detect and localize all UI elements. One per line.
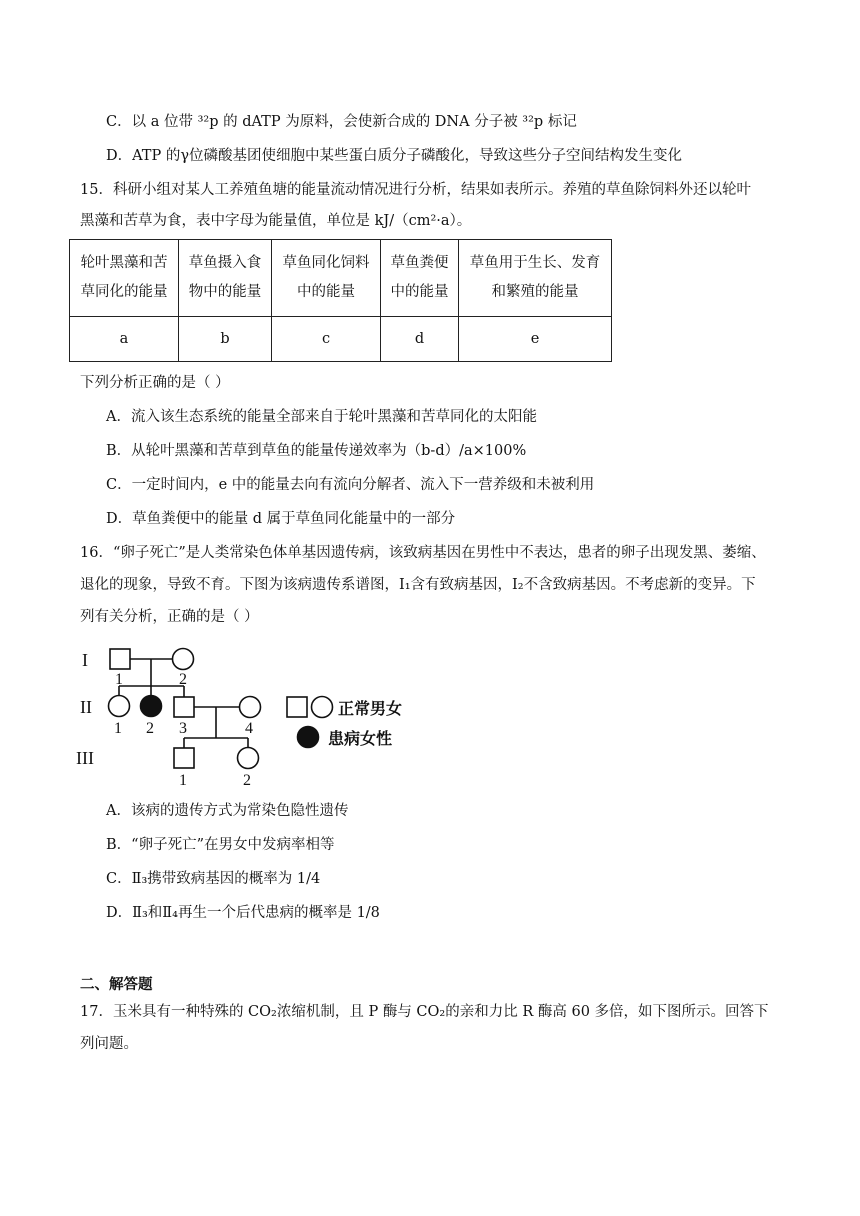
header-text: 草鱼用于生长、发育 — [469, 255, 601, 271]
energy-table-header — [272, 240, 381, 317]
legend-affected-label: 患病女性 — [328, 729, 393, 748]
q17-stem-line1: 17．玉米具有一种特殊的 CO₂浓缩机制，且 P 酶与 CO₂的亲和力比 R 酶高 60 多倍，如下图所示。回答下 — [80, 1004, 769, 1020]
legend-normal-female-icon — [312, 697, 333, 718]
section-title: 二、解答题 — [80, 976, 153, 993]
pedigree-male-II3 — [174, 697, 194, 717]
pedigree-female-I2 — [173, 649, 194, 670]
pedigree-number: 2 — [243, 772, 251, 789]
header-text: 草鱼摄入食 — [188, 255, 262, 271]
q16-option-d: D．Ⅱ₃和Ⅱ₄再生一个后代患病的概率是 1/8 — [106, 905, 380, 921]
pedigree-female-II1 — [109, 696, 130, 717]
pedigree-male-III1 — [174, 748, 194, 768]
generation-label-2: II — [80, 697, 92, 717]
pedigree-female-II4 — [240, 697, 261, 718]
q17-stem-line2: 列问题。 — [80, 1036, 138, 1052]
legend-affected-female-icon — [298, 727, 319, 748]
energy-table-header — [381, 240, 459, 317]
pedigree-male-I1 — [110, 649, 130, 669]
generation-label-1: I — [82, 650, 88, 670]
pedigree-number: 1 — [115, 671, 123, 688]
q14-option-d: D．ATP 的γ位磷酸基团使细胞中某些蛋白质分子磷酸化，导致这些分子空间结构发生变化 — [106, 148, 683, 164]
q15-prompt: 下列分析正确的是（ ） — [80, 375, 230, 391]
q14-option-c: C．以 a 位带 ³²p 的 dATP 为原料，会使新合成的 DNA 分子被 ³²p 标记 — [106, 114, 577, 130]
legend-normal-male-icon — [287, 697, 307, 717]
generation-label-3: III — [76, 748, 94, 768]
q16-stem-line1: 16．“卵子死亡”是人类常染色体单基因遗传病，该致病基因在男性中不表达，患者的卵子出现发黑、萎缩、 — [80, 545, 766, 561]
energy-table-cell: c — [272, 317, 381, 362]
energy-table-value-row — [70, 317, 612, 362]
pedigree-number: 3 — [179, 720, 187, 737]
energy-table-header-row — [70, 240, 612, 317]
q15-option-d: D．草鱼粪便中的能量 d 属于草鱼同化能量中的一部分 — [106, 511, 456, 527]
q15-option-c: C．一定时间内，e 中的能量去向有流向分解者、流入下一营养级和未被利用 — [106, 477, 595, 493]
pedigree-chart — [70, 642, 420, 790]
header-text: 草鱼同化饲料 — [282, 255, 370, 271]
q16-option-c: C．Ⅱ₃携带致病基因的概率为 1/4 — [106, 871, 321, 887]
header-text: 草鱼粪便 — [390, 255, 449, 271]
pedigree-number: 2 — [146, 720, 154, 737]
pedigree-number: 1 — [114, 720, 122, 737]
q15-stem-line2: 黑藻和苦草为食，表中字母为能量值，单位是 kJ/（cm²·a）。 — [80, 213, 472, 229]
q15-stem-line1: 15．科研小组对某人工养殖鱼塘的能量流动情况进行分析，结果如表所示。养殖的草鱼除饲料外还以轮叶 — [80, 182, 751, 198]
q16-stem-line2: 退化的现象，导致不育。下图为该病遗传系谱图，I₁含有致病基因，I₂不含致病基因。不考虑新的变异。下 — [80, 577, 756, 593]
pedigree-number: 4 — [245, 720, 253, 737]
energy-table-header — [179, 240, 272, 317]
pedigree-female-III2 — [238, 748, 259, 769]
energy-table-cell: e — [459, 317, 612, 362]
header-text: 中的能量 — [297, 284, 355, 300]
legend-normal-label: 正常男女 — [338, 699, 403, 718]
pedigree-affected-female-II2 — [141, 696, 162, 717]
header-text: 草同化的能量 — [80, 284, 168, 300]
energy-table-cell: d — [381, 317, 459, 362]
q16-option-b: B．“卵子死亡”在男女中发病率相等 — [106, 837, 335, 853]
q15-option-a: A．流入该生态系统的能量全部来自于轮叶黑藻和苦草同化的太阳能 — [106, 409, 537, 425]
q15-option-b: B．从轮叶黑藻和苦草到草鱼的能量传递效率为（b-d）/a×100% — [106, 443, 527, 459]
pedigree-number: 1 — [179, 772, 187, 789]
header-text: 轮叶黑藻和苦 — [80, 255, 168, 271]
energy-table-cell: b — [179, 317, 272, 362]
energy-table-cell: a — [70, 317, 179, 362]
header-text: 中的能量 — [390, 284, 449, 300]
energy-table-header — [459, 240, 612, 317]
pedigree-number: 2 — [179, 671, 187, 688]
header-text: 物中的能量 — [188, 284, 262, 300]
header-text: 和繁殖的能量 — [491, 284, 579, 300]
q16-option-a: A．该病的遗传方式为常染色隐性遗传 — [106, 803, 349, 819]
energy-table-header — [70, 240, 179, 317]
q16-stem-line3: 列有关分析，正确的是（ ） — [80, 609, 259, 625]
energy-table — [69, 239, 612, 362]
